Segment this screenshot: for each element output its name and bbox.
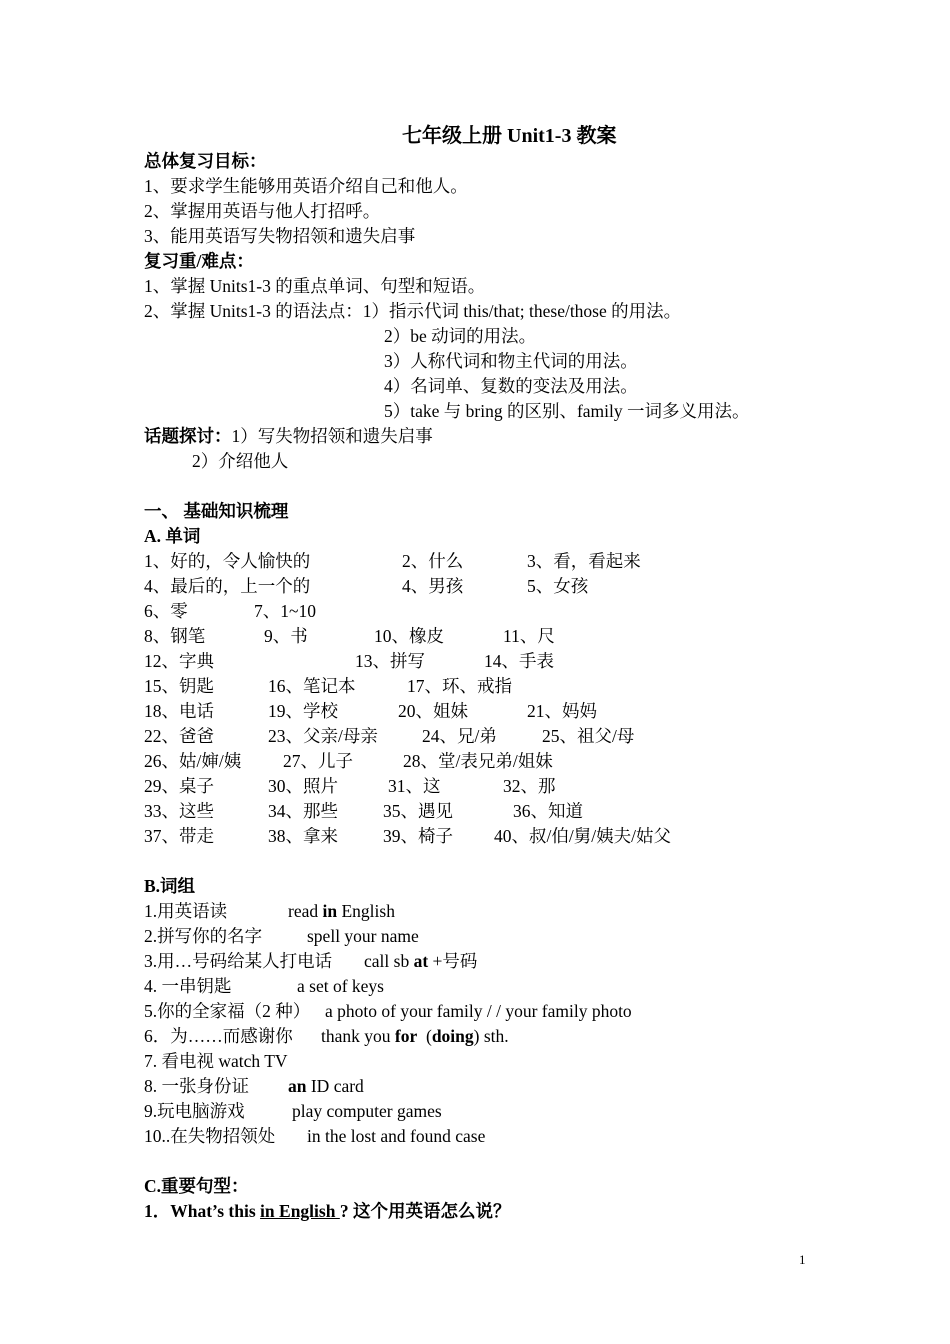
- word: 16、笔记本: [268, 676, 356, 696]
- topic-item: 2）介绍他人: [192, 451, 289, 471]
- grammar-item: 2）be 动词的用法。: [384, 326, 537, 346]
- key-point-item: 1、掌握 Units1-3 的重点单词、句型和短语。: [144, 276, 486, 296]
- phrase-zh: 10..在失物招领处: [144, 1126, 276, 1146]
- word: 10、橡皮: [374, 626, 444, 646]
- word: 33、这些: [144, 801, 214, 821]
- phrase-zh: 2.拼写你的名字: [144, 926, 263, 946]
- word: 31、这: [388, 776, 441, 796]
- word: 5、女孩: [527, 576, 589, 596]
- word: 29、桌子: [144, 776, 214, 796]
- word: 25、祖父/母: [542, 726, 635, 746]
- word: 19、学校: [268, 701, 338, 721]
- word: 7、1~10: [254, 601, 316, 621]
- goal-item: 1、要求学生能够用英语介绍自己和他人。: [144, 176, 468, 196]
- grammar-item: 4）名词单、复数的变法及用法。: [384, 376, 638, 396]
- sentence-item: 1．What’s this in English ? 这个用英语怎么说？: [144, 1201, 511, 1221]
- key-point-item: 2、掌握 Units1-3 的语法点：1）指示代词 this/that; these/those 的用法。: [144, 301, 682, 321]
- phrase-line: 7. 看电视 watch TV: [144, 1051, 288, 1071]
- phrase-zh: 3.用…号码给某人打电话: [144, 951, 333, 971]
- word: 24、兄/弟: [422, 726, 497, 746]
- word: 2、什么: [402, 551, 464, 571]
- phrase-zh: 4. 一串钥匙: [144, 976, 232, 996]
- word: 26、姑/婶/姨: [144, 751, 242, 771]
- phrase-zh: 5.你的全家福（2 种）: [144, 1001, 311, 1021]
- word: 18、电话: [144, 701, 214, 721]
- word: 4、最后的，上一个的: [144, 576, 311, 596]
- section-heading: 一、 基础知识梳理: [144, 501, 289, 521]
- phrase-zh: 1.用英语读: [144, 901, 228, 921]
- word: 13、拼写: [355, 651, 425, 671]
- word: 36、知道: [513, 801, 583, 821]
- word: 14、手表: [484, 651, 554, 671]
- goal-item: 3、能用英语写失物招领和遗失启事: [144, 226, 416, 246]
- word: 1、好的，令人愉快的: [144, 551, 311, 571]
- phrase-en: thank you for (doing) sth.: [321, 1026, 509, 1046]
- page-number: 1: [799, 1252, 806, 1267]
- word: 32、那: [503, 776, 556, 796]
- word: 37、带走: [144, 826, 214, 846]
- word: 40、叔/伯/舅/姨夫/姑父: [494, 826, 671, 846]
- word: 17、环、戒指: [407, 676, 512, 696]
- grammar-item: 5）take 与 bring 的区别、family 一词多义用法。: [384, 401, 750, 421]
- word: 15、钥匙: [144, 676, 214, 696]
- topic-line: 话题探讨：1）写失物招领和遗失启事: [144, 426, 433, 446]
- key-points-heading: 复习重/难点：: [144, 251, 254, 271]
- grammar-item: 3）人称代词和物主代词的用法。: [384, 351, 638, 371]
- word: 23、父亲/母亲: [268, 726, 378, 746]
- word: 12、字典: [144, 651, 214, 671]
- phrase-en: read in English: [288, 901, 395, 921]
- word: 22、爸爸: [144, 726, 214, 746]
- word: 38、拿来: [268, 826, 338, 846]
- page-title: 七年级上册 Unit1-3 教案: [402, 125, 617, 147]
- phrase-en: an ID card: [288, 1076, 364, 1096]
- word: 35、遇见: [383, 801, 453, 821]
- phrase-zh: 8. 一张身份证: [144, 1076, 249, 1096]
- phrase-en: play computer games: [292, 1101, 442, 1121]
- phrase-zh: 9.玩电脑游戏: [144, 1101, 245, 1121]
- goals-heading: 总体复习目标：: [144, 151, 267, 171]
- word: 4、男孩: [402, 576, 464, 596]
- word: 8、钢笔: [144, 626, 206, 646]
- word: 6、零: [144, 601, 188, 621]
- word: 21、妈妈: [527, 701, 597, 721]
- words-heading: A. 单词: [144, 526, 201, 546]
- word: 9、书: [264, 626, 308, 646]
- word: 34、那些: [268, 801, 338, 821]
- word: 39、椅子: [383, 826, 453, 846]
- word: 11、尺: [503, 626, 555, 646]
- phrase-zh: 6．为……而感谢你: [144, 1026, 293, 1046]
- phrases-heading: B.词组: [144, 876, 196, 896]
- word: 28、堂/表兄弟/姐妹: [403, 751, 553, 771]
- phrase-en: a photo of your family / / your family photo: [325, 1001, 632, 1021]
- sentences-heading: C.重要句型：: [144, 1176, 249, 1196]
- word: 30、照片: [268, 776, 338, 796]
- phrase-en: spell your name: [307, 926, 419, 946]
- phrase-en: in the lost and found case: [307, 1126, 486, 1146]
- word: 20、姐妹: [398, 701, 468, 721]
- word: 27、儿子: [283, 751, 353, 771]
- phrase-en: a set of keys: [297, 976, 384, 996]
- phrase-en: call sb at +号码: [364, 951, 478, 971]
- word: 3、看，看起来: [527, 551, 641, 571]
- goal-item: 2、掌握用英语与他人打招呼。: [144, 201, 381, 221]
